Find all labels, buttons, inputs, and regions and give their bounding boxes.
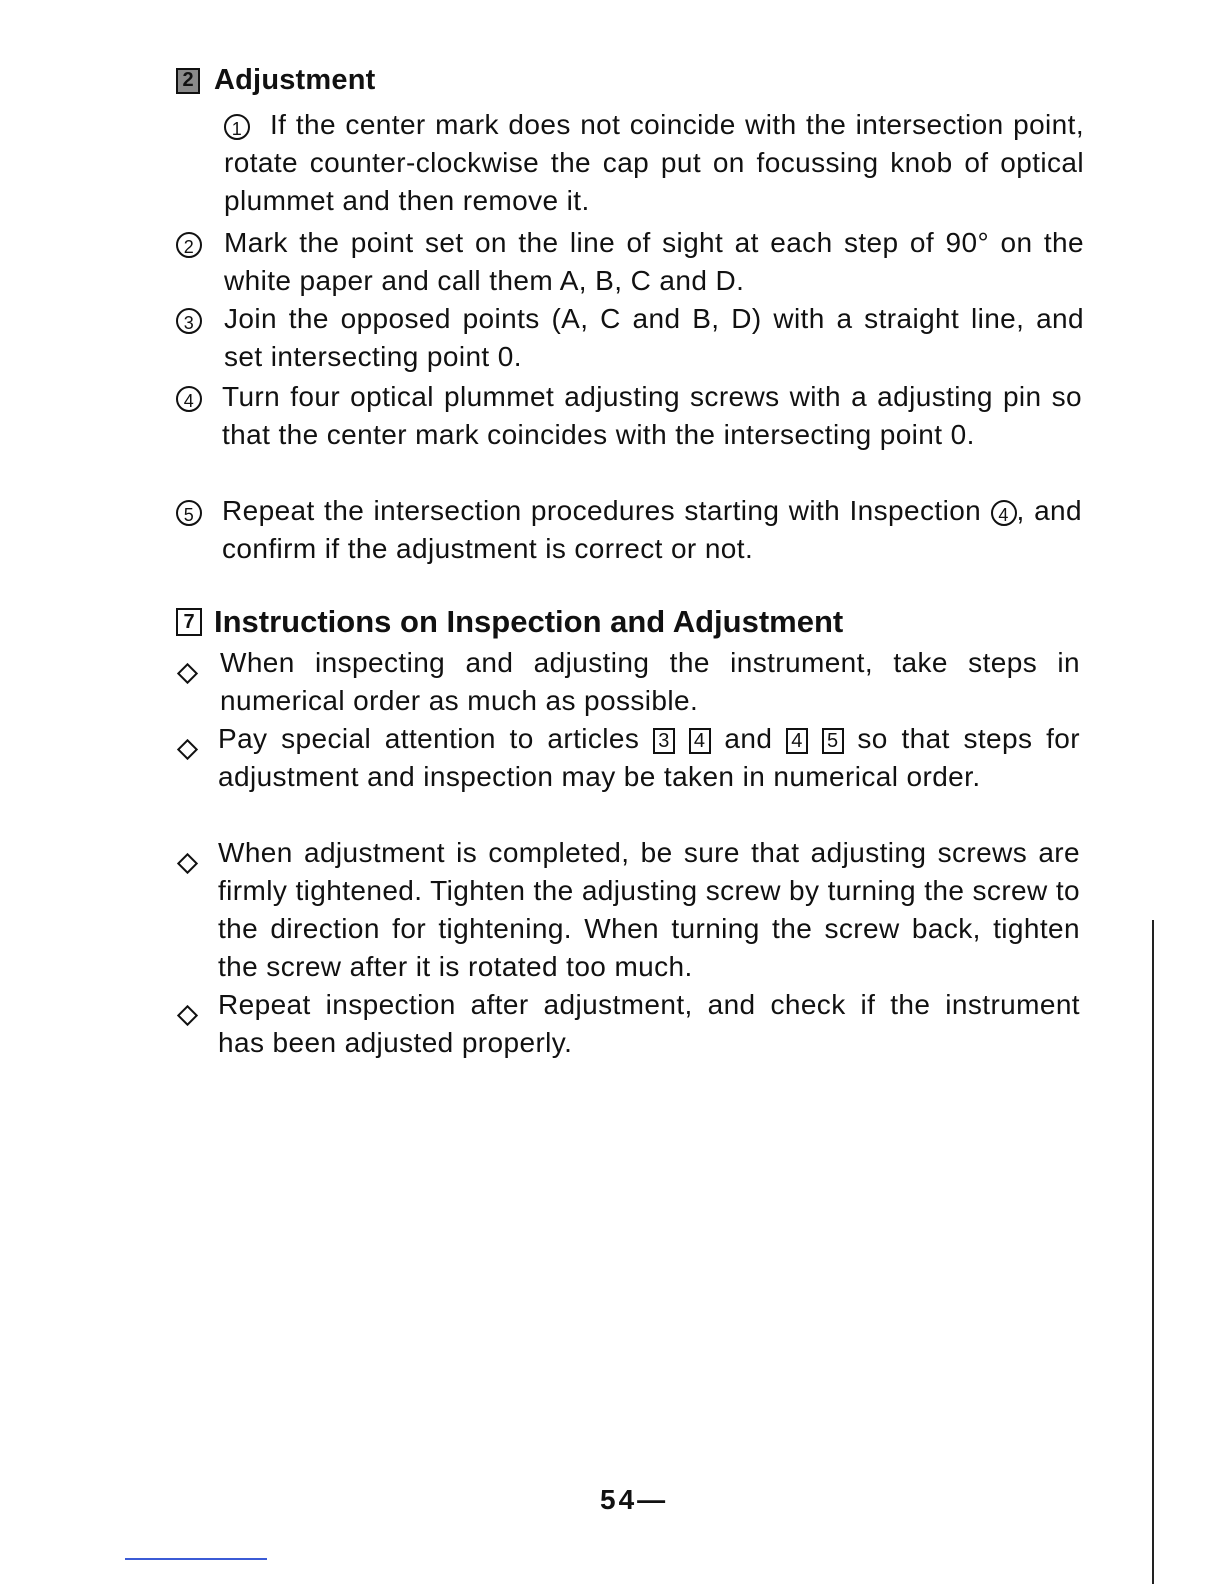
bullet-2-text-before: Pay special attention to articles: [218, 723, 640, 754]
bullet-2-text-after: so that steps for adjustment and inspection may be taken in numerical order.: [218, 723, 1080, 792]
article-box-5: 5: [822, 728, 844, 754]
section-7-number-box: 7: [176, 608, 202, 636]
bullet-3-text: When adjustment is completed, be sure that adjusting screws are firmly tightened. Tighten the adjusting screw by turning the screw to the direction for tightening. When turning the screw back, tighten the screw after it is rotated too much.: [218, 837, 1080, 982]
step-1-text: If the center mark does not coincide with the intersection point, rotate counter-clockwise the cap put on focussing knob of optical plummet and then remove it.: [224, 109, 1084, 216]
page-number: 54—: [600, 1484, 669, 1515]
section-7-header: [176, 604, 843, 640]
bullet-1-text: When inspecting and adjusting the instrument, take steps in numerical order as much as possible.: [220, 647, 1080, 716]
section-7-title: Instructions on Inspection and Adjustment: [214, 604, 844, 639]
step-5-text-after: , and confirm if the adjustment is correct or not.: [222, 495, 1082, 564]
article-box-3: 3: [653, 728, 675, 754]
step-2-marker: 2: [176, 224, 202, 262]
bullet-2-text: [218, 720, 1080, 796]
step-4-marker: 4: [176, 378, 202, 416]
article-box-4b: 4: [786, 728, 808, 754]
section-2-title: Adjustment: [214, 64, 376, 96]
step-2-text: Mark the point set on the line of sight at each step of 90° on the white paper and call them A, B, C and D.: [224, 227, 1084, 296]
step-4-text: Turn four optical plummet adjusting screws with a adjusting pin so that the center mark coincides with the intersecting point 0.: [222, 381, 1082, 450]
section-2-header: [176, 64, 376, 97]
diamond-bullet-icon: [177, 739, 198, 760]
step-5-inline-marker: 4: [991, 500, 1017, 526]
diamond-bullet-icon: [177, 853, 198, 874]
step-1-marker: 1: [224, 106, 250, 144]
section-2-number-box: 2: [176, 68, 200, 94]
right-margin-line: [1152, 920, 1154, 1584]
step-5-text: [222, 492, 1082, 568]
bullet-4-text: Repeat inspection after adjustment, and check if the instrument has been adjusted properly.: [218, 989, 1080, 1058]
diamond-bullet-icon: [177, 1005, 198, 1026]
step-3-text: Join the opposed points (A, C and B, D) with a straight line, and set intersecting point 0.: [224, 303, 1084, 372]
step-5-marker: 5: [176, 492, 202, 530]
article-box-4: 4: [689, 728, 711, 754]
bottom-rule: [125, 1558, 267, 1560]
step-5-text-before: Repeat the intersection procedures starting with Inspection: [222, 495, 982, 526]
diamond-bullet-icon: [177, 663, 198, 684]
bullet-2-and: and: [724, 723, 773, 754]
step-3-marker: 3: [176, 300, 202, 338]
